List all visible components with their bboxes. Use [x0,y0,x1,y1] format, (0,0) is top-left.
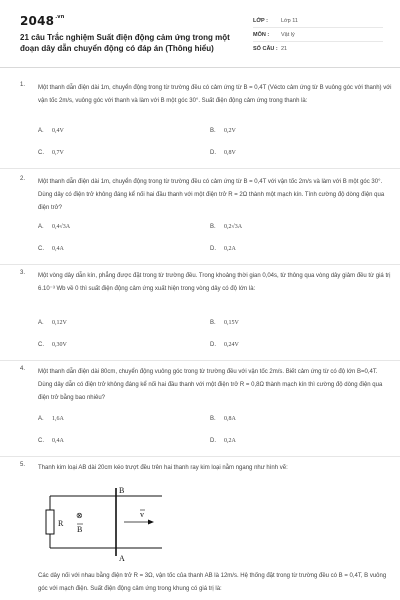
option-key: C. [38,246,44,252]
option-key: D. [210,246,216,252]
meta-row-count [253,42,383,56]
option-value: 0,8V [224,150,236,156]
option-key: B. [210,224,216,230]
question-text: Thanh kim loại AB dài 20cm kéo trượt đều trên hai thanh ray kim loại nằm ngang như hình vẽ: [38,465,288,471]
resistor-label: R [58,519,64,528]
document-title: 21 câu Trắc nghiệm Suất điện động cảm ứng trong một đoạn dây dẫn chuyển động có đáp án (Thông hiểu) [20,33,230,54]
option-a[interactable] [38,416,64,422]
question-divider [0,360,400,361]
field-symbol: ⊗ [76,511,83,520]
option-value: 0,2A [224,246,236,252]
option-key: A. [38,416,44,422]
question-2 [20,176,385,258]
option-key: C. [38,438,44,444]
velocity-label: v [140,510,144,519]
option-value: 0,4V [52,128,64,134]
question-number: 3. [20,270,26,276]
option-c[interactable] [38,150,64,156]
option-b[interactable] [210,416,236,422]
option-d[interactable] [210,438,236,444]
meta-value: Vật lý [281,31,295,38]
option-key: D. [210,150,216,156]
option-value: 0,4A [52,246,64,252]
option-d[interactable] [210,342,239,348]
option-key: B. [210,416,216,422]
option-c[interactable] [38,342,67,348]
option-b[interactable] [210,224,242,230]
option-value: 0,2A [224,438,236,444]
question-5 [20,462,385,482]
rod-end-b: B [119,486,125,495]
question-5-continuation: Các dây nối với nhau bằng điện trở R = 3Ω, vận tốc của thanh AB là 12m/s. Hệ thống đặt trong từ trường đều có B = 0,4T, B vuông góc với mạch điện. Suất điện động cảm ứng trong khung có giá trị là: [38,573,387,592]
question-number: 5. [20,462,26,468]
option-value: 0,12V [52,320,67,326]
option-value: 0,15V [224,320,239,326]
resistor [46,510,54,534]
logo-text: 2048 [20,14,55,28]
question-divider [0,456,400,457]
site-logo[interactable] [20,14,65,28]
header-divider [0,67,400,68]
question-4 [20,366,385,450]
meta-value: 21 [281,46,288,52]
meta-value: Lớp 11 [281,17,298,24]
option-value: 0,8A [224,416,236,422]
option-d[interactable] [210,150,236,156]
question-number: 4. [20,366,26,372]
question-text: Một thanh dẫn điện dài 1m, chuyển động trong từ trường đều có cảm ứng từ B = 0,4T với vận tốc 2m/s và làm với B một góc 30°. Dùng dây có điện trở không đáng kể nối hai đầu thanh với một điện trở R = 2Ω thành một mạch kín. Tính cường độ dòng điện qua điện trở? [38,179,385,211]
option-value: 0,4A [52,438,64,444]
option-value: 0,30V [52,342,67,348]
question-1 [20,82,392,162]
option-value: 0,7V [52,150,64,156]
meta-panel [253,14,383,56]
question-text: Một vòng dây dẫn kín, phẳng được đặt trong từ trường đều. Trong khoảng thời gian 0,04s, từ thông qua vòng dây giảm đều từ giá trị 6.10⁻³ Wb về 0 thì suất điện động cảm ứng xuất hiện trong vòng dây có độ lớn là: [38,273,391,292]
option-c[interactable] [38,246,64,252]
option-key: D. [210,438,216,444]
meta-label: MÔN : [253,31,270,38]
question-divider [0,168,400,169]
meta-row-subject [253,28,383,42]
meta-label: LỚP : [253,17,268,24]
option-key: B. [210,128,216,134]
option-key: C. [38,150,44,156]
logo-suffix: .vn [55,14,65,20]
option-a[interactable] [38,224,70,230]
option-a[interactable] [38,320,67,326]
option-key: A. [38,128,44,134]
option-key: B. [210,320,216,326]
meta-label: SỐ CÂU : [253,46,278,52]
circuit-figure [36,484,166,562]
option-key: C. [38,342,44,348]
circuit-diagram [36,484,166,562]
option-a[interactable] [38,128,64,134]
rod-end-a: A [119,554,125,562]
option-value: 0,2√3A [224,224,243,230]
field-label: B [77,525,83,534]
question-divider [0,264,400,265]
option-key: A. [38,320,44,326]
option-value: 0,24V [224,342,239,348]
option-value: 0,4√3A [52,224,71,230]
meta-row-class [253,14,383,28]
option-key: D. [210,342,216,348]
option-value: 1,6A [52,416,64,422]
question-3 [20,270,391,354]
question-number: 1. [20,82,26,88]
option-b[interactable] [210,128,236,134]
option-value: 0,2V [224,128,236,134]
question-number: 2. [20,176,26,182]
option-key: A. [38,224,44,230]
question-text: Một thanh dẫn điện dài 80cm, chuyển động vuông góc trong từ trường đều với vận tốc 2m/s. Biết cảm ứng từ có độ lớn B=0,4T. Dùng dây dẫn có điện trở không đáng kể nối hai đầu thanh với một điện trở R = 0,8Ω thành mạch kín thì cường độ dòng điện qua điện trở bằng bao nhiêu? [38,369,383,401]
velocity-arrowhead [148,520,154,525]
option-d[interactable] [210,246,236,252]
option-c[interactable] [38,438,64,444]
option-b[interactable] [210,320,239,326]
question-text: Một thanh dẫn điện dài 1m, chuyển động trong từ trường đều có cảm ứng từ B = 0,4T (Vécto cảm ứng từ B vuông góc với thanh) với vận tốc 2m/s, vuông góc với thanh và làm với B một góc 30°. Suất điện động cảm ứng trong thanh là: [38,85,392,104]
